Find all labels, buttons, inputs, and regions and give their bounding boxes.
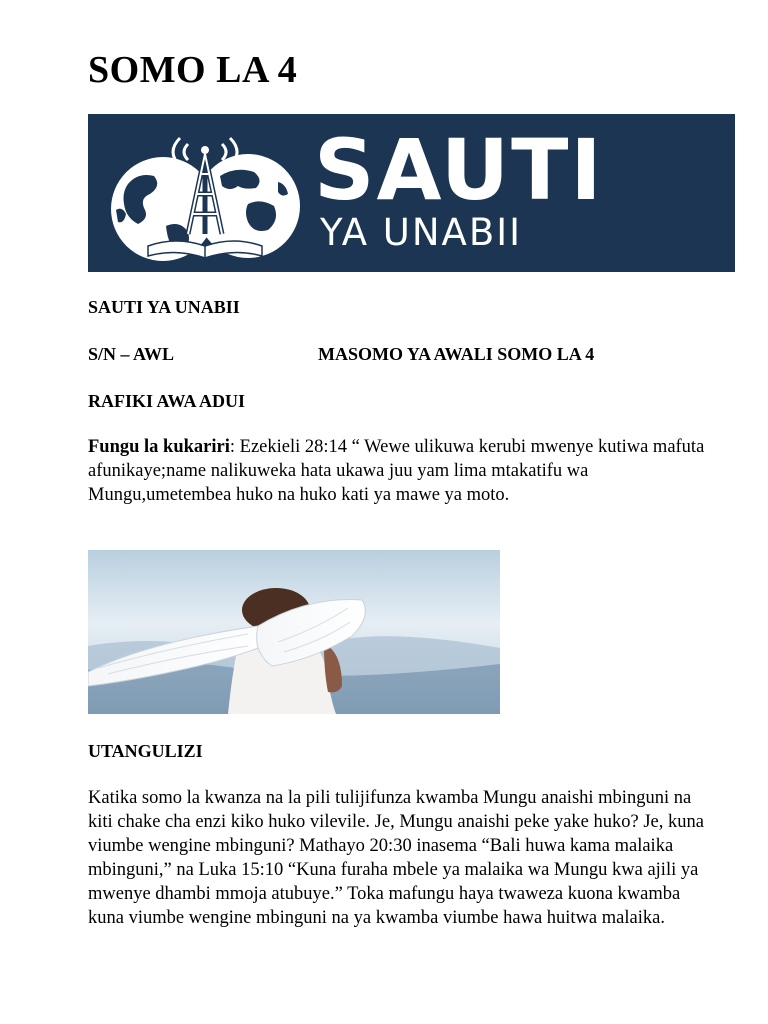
memory-verse-text: : Ezekieli 28:14 “ Wewe ulikuwa kerubi mwenye kutiwa mafuta afunikaye;name nalikuweka hata ukawa juu yam lima mtakatifu wa Mungu,umetembea huko na huko kati ya mawe ya moto. <box>88 437 705 505</box>
memory-verse-label: Fungu la kukariri <box>88 437 230 457</box>
page-title: SOMO LA 4 <box>88 49 298 91</box>
banner-title: SAUTI <box>314 121 604 219</box>
sauti-ya-unabii-logo-banner <box>88 114 735 272</box>
heading-sauti-ya-unabii: SAUTI YA UNABII <box>88 297 240 317</box>
angel-wings-photo <box>88 550 500 714</box>
lesson-title: RAFIKI AWA ADUI <box>88 391 246 411</box>
series-label: MASOMO YA AWALI SOMO LA 4 <box>318 344 595 364</box>
memory-verse-paragraph <box>88 435 708 507</box>
banner-subtitle: YA UNABII <box>320 211 523 254</box>
intro-paragraph: Katika somo la kwanza na la pili tulijifunza kwamba Mungu anaishi mbinguni na kiti chake cha enzi kiko huko vilevile. Je, Mungu anaishi peke yake huko? Je, kuna viumbe wengine mbinguni? Mathayo 20:30 inasema “Bali huwa kama malaika mbinguni,” na Luka 15:10 “Kuna furaha mbele ya malaika wa Mungu kwa ajili ya mwenye dhambi mmoja atubuye.” Toka mafungu haya twaweza kuona kwamba kuna viumbe wengine mbinguni na ya kwamba viumbe hawa huitwa malaika. <box>88 788 704 928</box>
sn-label: S/N – AWL <box>88 344 175 364</box>
intro-heading: UTANGULIZI <box>88 741 203 761</box>
angel-image-icon <box>88 550 500 714</box>
